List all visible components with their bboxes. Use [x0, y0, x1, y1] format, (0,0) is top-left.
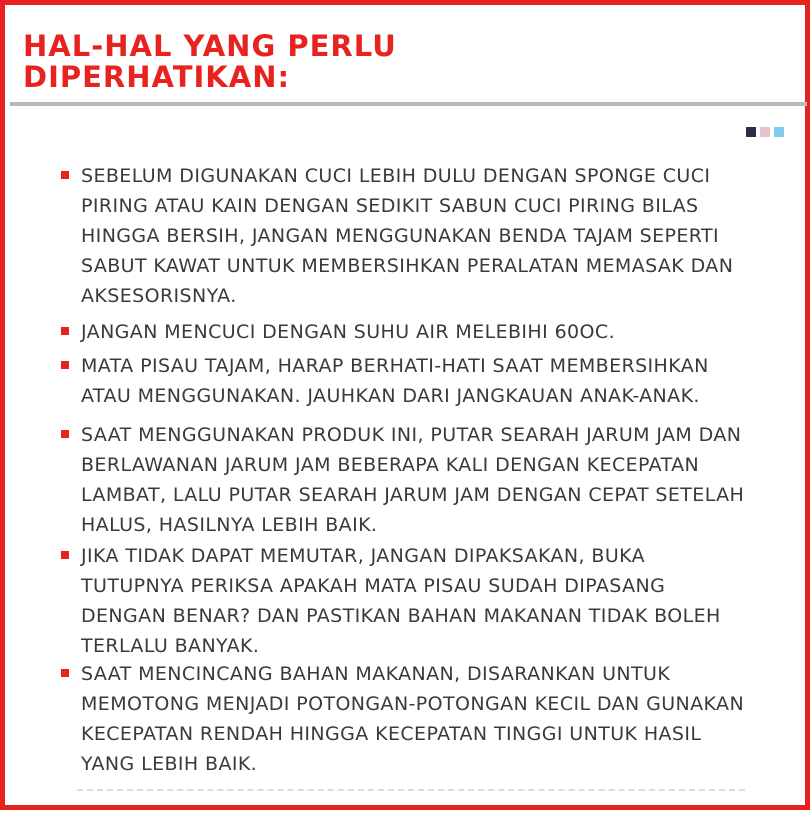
list-item-text: SAAT MENCINCANG BAHAN MAKANAN, DISARANKAN UNTUK MEMOTONG MENJADI POTONGAN-POTONGAN KECIL DAN GUNAKAN KECEPATAN RENDAH HINGGA KECEPATAN TINGGI UNTUK HASIL YANG LEBIH BAIK. — [81, 663, 745, 775]
list-item — [61, 659, 801, 779]
title-line-2: DIPERHATIKAN: — [23, 60, 291, 94]
list-item — [61, 351, 801, 411]
bullet-icon — [61, 430, 69, 438]
bottom-divider — [77, 789, 745, 791]
list-item-text: JANGAN MENCUCI DENGAN SUHU AIR MELEBIHI 60OC. — [81, 321, 616, 343]
bullet-icon — [61, 361, 69, 369]
bullet-icon — [61, 669, 69, 677]
bullet-icon — [61, 551, 69, 559]
title-line-1: HAL-HAL YANG PERLU — [23, 29, 397, 63]
list-item-text: JIKA TIDAK DAPAT MEMUTAR, JANGAN DIPAKSAKAN, BUKA TUTUPNYA PERIKSA APAKAH MATA PISAU SUDAH DIPASANG DENGAN BENAR? DAN PASTIKAN BAHAN MAKANAN TIDAK BOLEH TERLALU BANYAK. — [81, 545, 721, 657]
list-item — [61, 161, 801, 311]
list-item-text: MATA PISAU TAJAM, HARAP BERHATI-HATI SAAT MEMBERSIHKAN ATAU MENGGUNAKAN. JAUHKAN DARI JANGKAUAN ANAK-ANAK. — [81, 355, 709, 407]
list-item-text: SEBELUM DIGUNAKAN CUCI LEBIH DULU DENGAN SPONGE CUCI PIRING ATAU KAIN DENGAN SEDIKIT SABUN CUCI PIRING BILAS HINGGA BERSIH, JANGAN MENGGUNAKAN BENDA TAJAM SEPERTI SABUT KAWAT UNTUK MEMBERSIHKAN PERALATAN MEMASAK DAN AKSESORISNYA. — [81, 165, 734, 307]
bullet-icon — [61, 327, 69, 335]
list-item — [61, 541, 801, 661]
bullet-icon — [61, 171, 69, 179]
notes-list — [5, 5, 810, 815]
list-item — [61, 420, 801, 540]
list-item-text: SAAT MENGGUNAKAN PRODUK INI, PUTAR SEARAH JARUM JAM DAN BERLAWANAN JARUM JAM BEBERAPA KALI DENGAN KECEPATAN LAMBAT, LALU PUTAR SEARAH JARUM JAM DENGAN CEPAT SETELAH HALUS, HASILNYA LEBIH BAIK. — [81, 424, 745, 536]
list-item — [61, 317, 801, 347]
